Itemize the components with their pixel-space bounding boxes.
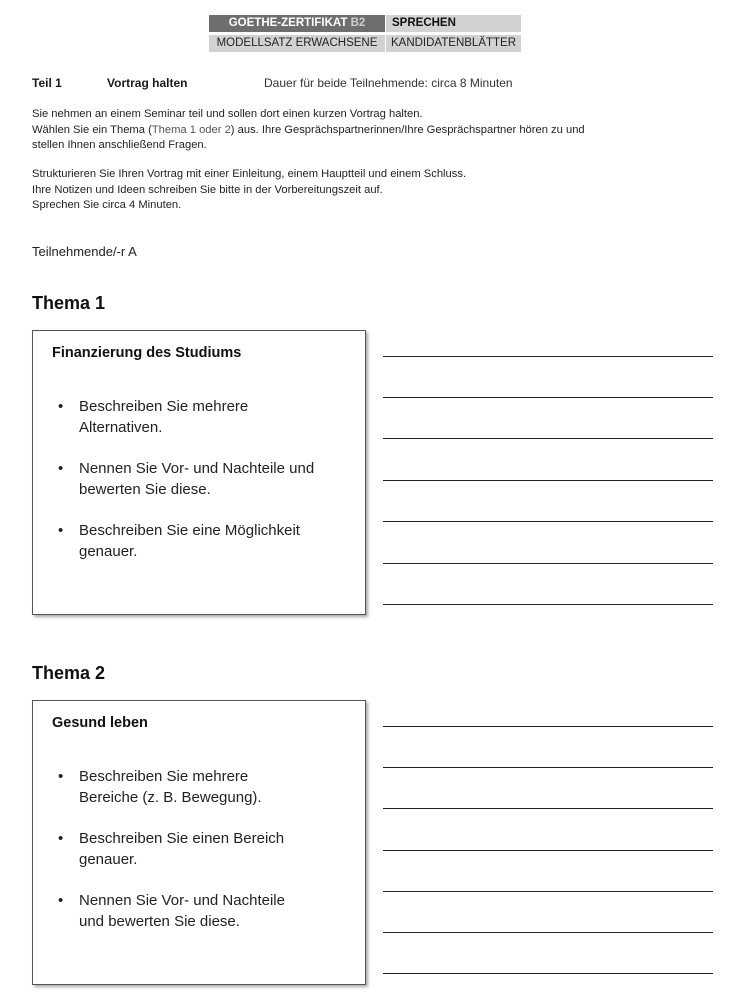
theme-2-bullet-list: [52, 767, 352, 953]
list-item: [52, 397, 352, 438]
theme-2-box: [32, 700, 366, 985]
theme-2-note-line[interactable]: [383, 808, 713, 809]
header-level: B2: [350, 17, 366, 29]
instructions-paragraph-2: [32, 167, 632, 214]
bullet-text: Nennen Sie Vor- und Nachteile: [79, 892, 285, 909]
bullet-icon: •: [58, 522, 64, 539]
task-title: Vortrag halten: [107, 76, 188, 90]
theme-2-heading: Thema 2: [32, 663, 106, 683]
theme-2-title: Gesund leben: [52, 715, 148, 731]
instruction-line: Sie nehmen an einem Seminar teil und sollen dort einen kurzen Vortrag halten.: [32, 108, 423, 120]
bullet-icon: •: [58, 768, 64, 785]
theme-2-note-line[interactable]: [383, 891, 713, 892]
header-module: SPRECHEN: [386, 15, 521, 32]
instruction-line: [32, 123, 632, 139]
bullet-icon: •: [58, 460, 64, 477]
instruction-line: stellen Ihnen anschließend Fragen.: [32, 139, 207, 151]
header-certificate-cell: [209, 15, 385, 32]
theme-choice-highlight: Thema 1 oder 2: [151, 123, 231, 136]
bullet-text: Bereiche (z. B. Bewegung).: [79, 788, 262, 806]
bullet-text: Nennen Sie Vor- und Nachteile und: [79, 460, 315, 477]
theme-2-note-line[interactable]: [383, 850, 713, 851]
theme-1-note-line[interactable]: [383, 438, 713, 439]
bullet-icon: •: [58, 892, 64, 909]
instruction-line: Sprechen Sie circa 4 Minuten.: [32, 199, 182, 211]
theme-1-note-line[interactable]: [383, 521, 713, 522]
theme-2-note-line[interactable]: [383, 767, 713, 768]
list-item: [52, 521, 352, 562]
header-certificate: GOETHE-ZERTIFIKAT: [228, 17, 348, 29]
list-item: [52, 829, 352, 870]
theme-2-note-line[interactable]: [383, 973, 713, 974]
theme-1-note-line[interactable]: [383, 480, 713, 481]
theme-2-note-line[interactable]: [383, 932, 713, 933]
list-item: [52, 459, 352, 500]
list-item: [52, 891, 352, 932]
bullet-text: Beschreiben Sie mehrere: [79, 398, 249, 415]
instruction-text: ) aus. Ihre Gesprächspartnerinnen/Ihre Gesprächspartner hören zu und: [230, 123, 585, 136]
bullet-text: Beschreiben Sie eine Möglichkeit: [79, 522, 300, 539]
task-duration: Dauer für beide Teilnehmende: circa 8 Minuten: [264, 76, 513, 90]
bullet-text: genauer.: [79, 850, 138, 868]
bullet-text: Alternativen.: [79, 418, 163, 436]
theme-1-bullet-list: [52, 397, 352, 583]
bullet-text: Beschreiben Sie einen Bereich: [79, 830, 285, 847]
theme-1-title: Finanzierung des Studiums: [52, 345, 242, 361]
instructions-paragraph-1: [32, 107, 632, 154]
bullet-text: und bewerten Sie diese.: [79, 912, 240, 930]
theme-1-note-line[interactable]: [383, 604, 713, 605]
theme-1-heading: Thema 1: [32, 293, 106, 313]
instruction-line: Ihre Notizen und Ideen schreiben Sie bitte in der Vorbereitungszeit auf.: [32, 183, 383, 196]
instruction-line: Strukturieren Sie Ihren Vortrag mit einer Einleitung, einem Hauptteil und einem Schluss.: [32, 168, 467, 180]
theme-1-box: [32, 330, 366, 615]
participant-label: Teilnehmende/-r A: [32, 244, 137, 259]
header-sheet: KANDIDATENBLÄTTER: [386, 35, 521, 52]
theme-1-note-line[interactable]: [383, 563, 713, 564]
bullet-text: bewerten Sie diese.: [79, 480, 211, 498]
header-set: MODELLSATZ ERWACHSENE: [209, 35, 385, 52]
bullet-text: genauer.: [79, 542, 138, 560]
list-item: [52, 767, 352, 808]
bullet-icon: •: [58, 830, 64, 847]
task-part: Teil 1: [32, 76, 62, 90]
theme-1-note-line[interactable]: [383, 356, 713, 357]
theme-2-note-line[interactable]: [383, 726, 713, 727]
bullet-icon: •: [58, 398, 64, 415]
bullet-text: Beschreiben Sie mehrere: [79, 768, 249, 785]
theme-1-note-line[interactable]: [383, 397, 713, 398]
instruction-text: Wählen Sie ein Thema (: [32, 123, 152, 136]
